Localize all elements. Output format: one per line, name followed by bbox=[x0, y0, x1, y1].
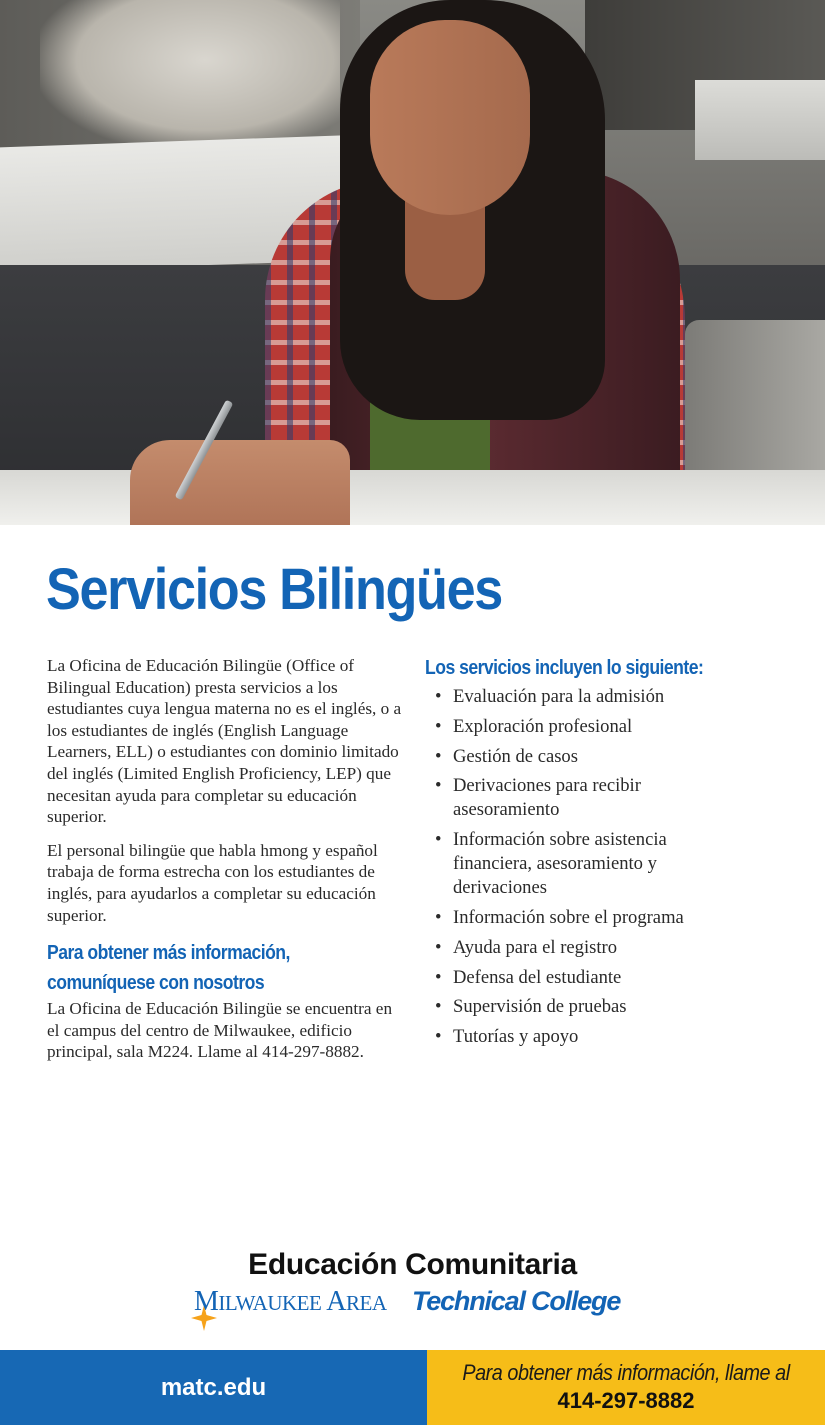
page-title: Servicios Bilingües bbox=[46, 557, 502, 622]
service-label: Ayuda para el registro bbox=[453, 936, 618, 958]
footer-info-line: Para obtener más información, llame al bbox=[462, 1360, 790, 1385]
contact-heading-line-2: comuníquese con nosotros bbox=[47, 972, 265, 995]
list-item bbox=[435, 745, 805, 769]
bullet-icon: • bbox=[435, 1026, 442, 1048]
list-item bbox=[435, 995, 805, 1019]
service-label: Exploración profesional bbox=[453, 715, 633, 737]
footer-bar bbox=[0, 1350, 825, 1425]
list-item bbox=[435, 906, 805, 930]
bullet-icon: • bbox=[435, 996, 442, 1018]
services-list bbox=[435, 685, 805, 1049]
bullet-icon: • bbox=[435, 829, 442, 851]
list-item bbox=[435, 828, 707, 900]
list-item bbox=[435, 936, 805, 960]
footer-contact-panel bbox=[427, 1350, 825, 1425]
contact-heading-line-1: Para obtener más información, bbox=[47, 942, 290, 965]
list-item bbox=[435, 774, 685, 822]
bullet-icon: • bbox=[435, 906, 442, 928]
left-column bbox=[47, 655, 407, 1075]
contact-text: La Oficina de Educación Bilingüe se encuentra en el campus del centro de Milwaukee, edificio principal, sala M224. Llame al 414-297-8882. bbox=[47, 999, 393, 1062]
list-item bbox=[435, 715, 805, 739]
service-label: Derivaciones para recibir asesoramiento bbox=[453, 775, 641, 821]
bullet-icon: • bbox=[435, 745, 442, 767]
service-label: Evaluación para la admisión bbox=[453, 686, 665, 707]
community-education-label: Educación Comunitaria bbox=[248, 1248, 577, 1281]
bullet-icon: • bbox=[435, 966, 442, 988]
bullet-icon: • bbox=[435, 686, 442, 707]
service-label: Tutorías y apoyo bbox=[453, 1026, 579, 1048]
hero-photo bbox=[0, 0, 825, 525]
matc-logo bbox=[190, 1284, 640, 1328]
list-item bbox=[435, 685, 805, 709]
logo-wordmark-milwaukee-area: MILWAUKEE AREA bbox=[194, 1286, 387, 1317]
intro-paragraph-1: La Oficina de Educación Bilingüe (Office of Bilingual Education) presta servicios a los estudiantes cuya lengua materna no es el inglés, o a los estudiantes de inglés (English Language Learners, ELL) o estudiantes con dominio limitado del inglés (Limited English Proficiency, LEP) que necesitan ayuda para completar su educación superior. bbox=[47, 656, 402, 827]
footer-website-panel bbox=[0, 1350, 427, 1425]
service-label: Gestión de casos bbox=[453, 745, 578, 767]
contact-heading bbox=[47, 938, 417, 998]
service-label: Supervisión de pruebas bbox=[453, 996, 627, 1018]
logo-wordmark-technical-college: Technical College bbox=[412, 1286, 621, 1316]
intro-paragraph-2: El personal bilingüe que habla hmong y español trabaja de forma estrecha con los estudiantes de inglés, para ayudarlos a completar su educación superior. bbox=[47, 840, 378, 925]
website-link[interactable]: matc.edu bbox=[160, 1373, 267, 1401]
footer-phone: 414-297-8882 bbox=[557, 1388, 695, 1413]
right-column bbox=[425, 655, 805, 1055]
service-label: Defensa del estudiante bbox=[453, 966, 622, 988]
service-label: Información sobre asistencia financiera, asesoramiento y derivaciones bbox=[453, 829, 667, 899]
services-heading: Los servicios incluyen lo siguiente: bbox=[425, 657, 704, 679]
list-item bbox=[435, 966, 805, 990]
service-label: Información sobre el programa bbox=[453, 906, 684, 928]
bullet-icon: • bbox=[435, 715, 442, 737]
list-item bbox=[435, 1025, 805, 1049]
bullet-icon: • bbox=[435, 936, 442, 958]
bullet-icon: • bbox=[435, 775, 442, 797]
